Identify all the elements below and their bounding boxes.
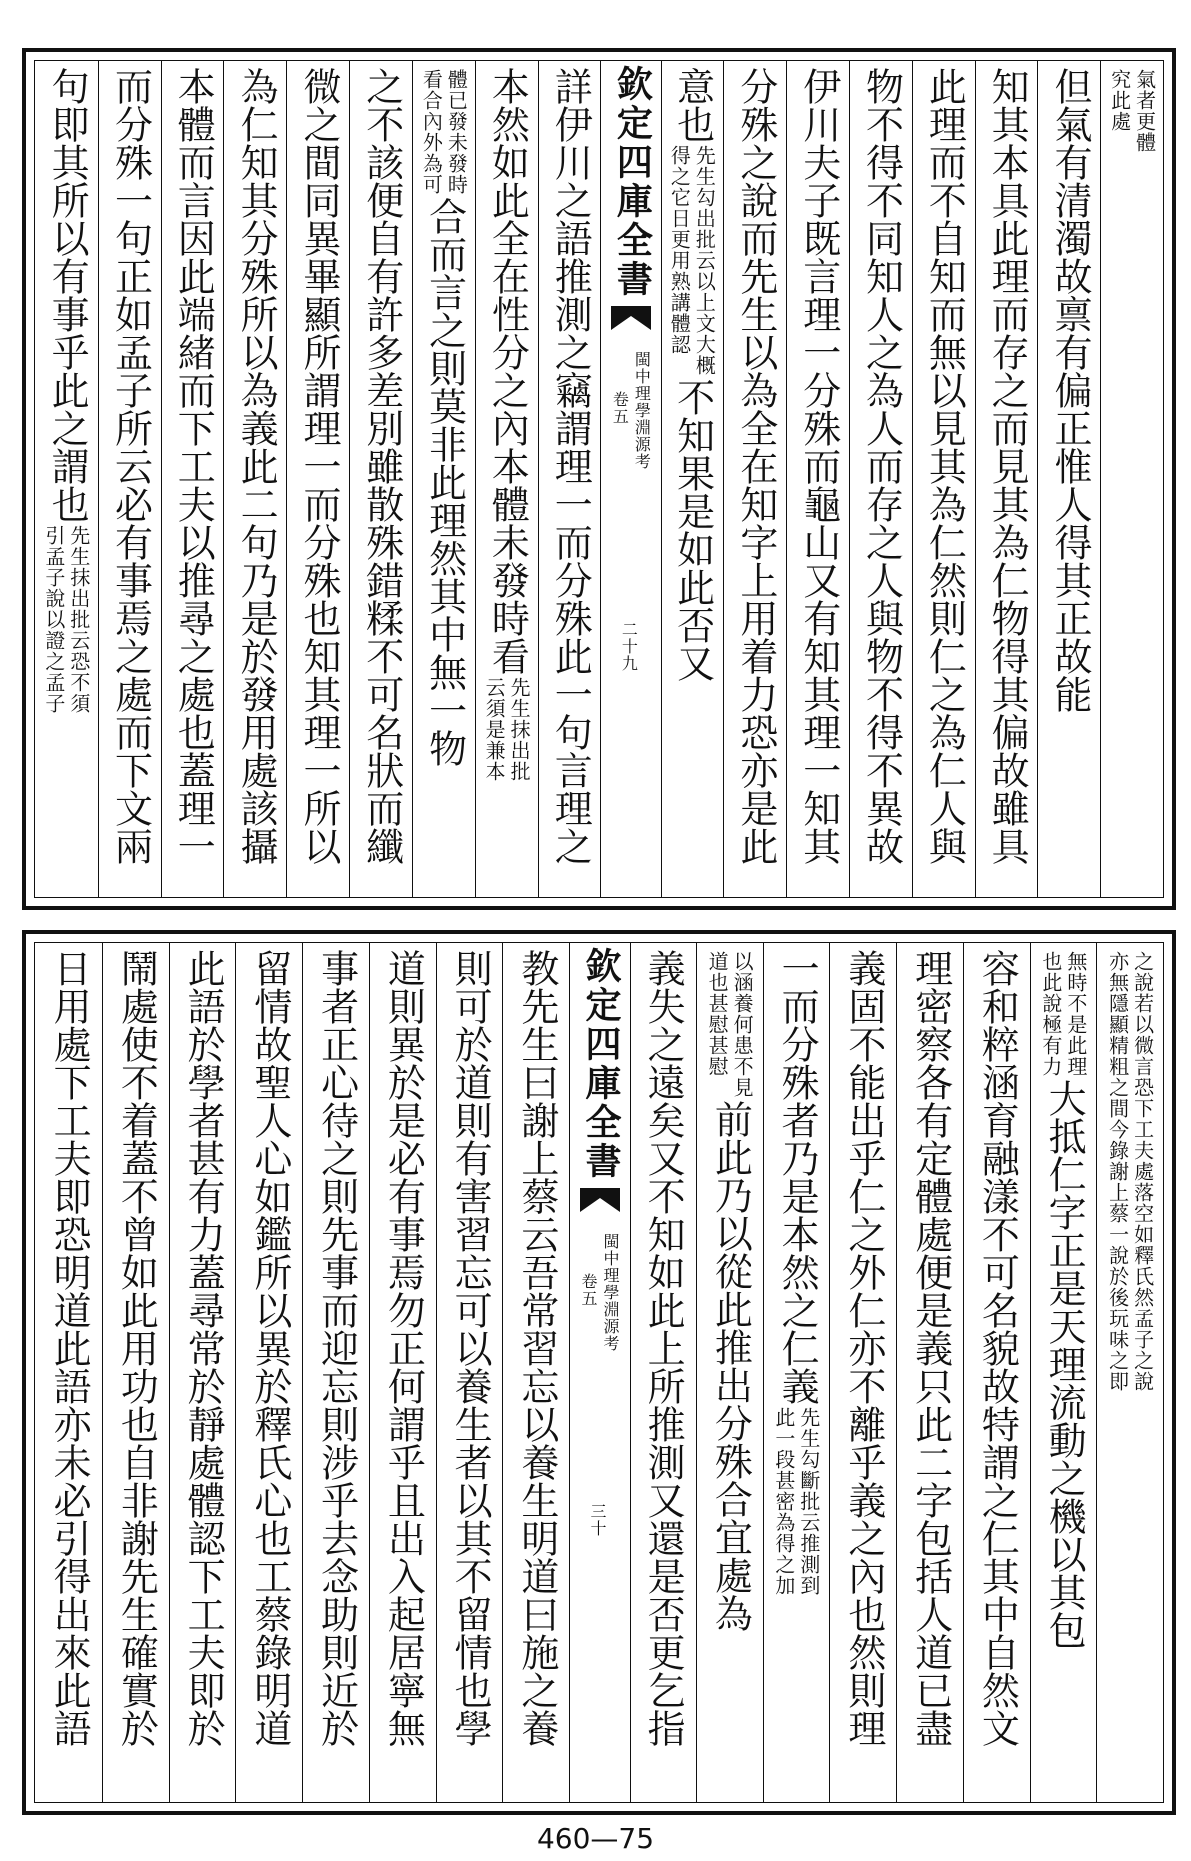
main-text: 伊川夫子既言理一分殊而龜山又有知其理一知其: [796, 67, 841, 865]
text-column: [349, 61, 412, 897]
main-text: 義固不能出乎仁之外仁亦不離乎義之內也然則理: [841, 949, 886, 1747]
text-column: [912, 61, 975, 897]
commentary-note: [43, 525, 90, 714]
text-column: [849, 61, 912, 897]
commentary-line: 得之它日更用熟講體認: [667, 145, 692, 355]
text-column: [963, 943, 1030, 1802]
main-text: 但氣有清濁故禀有偏正惟人得其正故能: [1048, 67, 1092, 713]
text-column: [786, 61, 849, 897]
text-column: [1037, 61, 1100, 897]
commentary-line: 引孟子說以證之孟子: [41, 525, 66, 714]
text-column: [763, 943, 830, 1802]
main-text: 義失之遠矣又不知如此上所推測又還是否更乞指: [641, 949, 686, 1747]
text-column: [475, 61, 538, 897]
text-column: [35, 943, 102, 1802]
volume-label: 卷五: [610, 391, 630, 425]
commentary-line: 先生勾出批云以上文大概: [692, 145, 717, 376]
text-column: [538, 61, 601, 897]
commentary-line: 之說若以微言恐下工夫處落空如釋氏然孟子之說: [1130, 951, 1155, 1392]
commentary-line: 先生勾斷批云推測到: [796, 1407, 821, 1596]
commentary-line: 云須是兼本: [482, 677, 507, 782]
main-text: 日用處下工夫即恐明道此語亦未必引得出來此語: [47, 949, 92, 1747]
text-column: [235, 943, 302, 1802]
center-margin: [600, 61, 662, 897]
main-text: 而分殊一句正如孟子所云必有事焉之處而下文兩: [108, 67, 153, 865]
text-column: [629, 943, 696, 1802]
main-text: 教先生曰謝上蔡云吾常習忘以養生明道曰施之養: [514, 949, 559, 1747]
text-column: [161, 61, 224, 897]
commentary-note: [483, 677, 530, 782]
main-text: 留情故聖人心如鑑所以異於釋氏心也工蔡錄明道: [247, 949, 292, 1747]
text-column: [286, 61, 349, 897]
main-text: 此理而不自知而無以見其為仁然則仁之為仁人與: [922, 67, 967, 865]
main-text: 事者正心待之則先事而迎忘則涉乎去念助則近於: [314, 949, 359, 1747]
text-column: [369, 943, 436, 1802]
main-text: 物不得不同知人之為人而存之人與物不得不異故: [859, 67, 904, 865]
text-column: [1100, 61, 1163, 897]
commentary-line: 道也甚慰甚慰: [705, 951, 730, 1077]
commentary-line: 此一段甚密為得之加: [771, 1407, 796, 1596]
commentary-line: 無時不是此理: [1063, 951, 1088, 1077]
main-text: 本體而言因此端緒而下工夫以推尋之處也蓋理一: [171, 67, 216, 865]
text-column: [223, 61, 286, 897]
commentary-note: [1109, 69, 1156, 153]
commentary-note: [420, 69, 467, 195]
main-text: 本然如此全在性分之內本體未發時看: [485, 67, 530, 675]
main-text: 則可於道則有害習忘可以養生者以其不留情也學: [448, 949, 493, 1747]
upper-frame: [34, 60, 1164, 898]
fishtail-marker: [580, 1188, 620, 1212]
main-text: 大抵仁字正是天理流動之機以其包: [1042, 1079, 1087, 1649]
main-text: 道則異於是必有事焉勿正何謂乎且出入起居寧無: [381, 949, 426, 1747]
text-column: [660, 61, 723, 897]
page-number: 460—75: [536, 1822, 655, 1855]
commentary-line: 也此說極有力: [1038, 951, 1063, 1077]
main-text: 合而言之則莫非此理然其中無一物: [422, 197, 467, 767]
series-name: 閩中理學淵源考: [601, 1233, 620, 1352]
text-column: [169, 943, 236, 1802]
folio-number: 三十: [588, 1503, 607, 1537]
volume-label: 卷五: [579, 1273, 598, 1307]
main-text: 容和粹涵育融漾不可名貌故特謂之仁其中自然文: [975, 949, 1020, 1747]
text-column: [975, 61, 1038, 897]
commentary-note: [773, 1407, 820, 1596]
main-text: 鬧處使不着蓋不曾如此用功也自非謝先生確實於: [114, 949, 159, 1747]
series-name: 閩中理學淵源考: [632, 351, 652, 470]
text-column: [1030, 943, 1097, 1802]
commentary-note: [668, 145, 715, 376]
main-text: 分殊之說而先生以為全在知字上用着力恐亦是此: [733, 67, 778, 865]
commentary-line: 氣者更體: [1132, 69, 1157, 153]
text-column: [696, 943, 763, 1802]
fishtail-marker: [611, 306, 651, 330]
text-column: [35, 61, 98, 897]
book-title: 欽定四庫全書: [611, 65, 654, 299]
main-text: 意也: [670, 67, 715, 143]
commentary-line: 以涵養何患不見: [730, 951, 755, 1098]
commentary-line: 先生抹出批云恐不須: [66, 525, 91, 714]
main-text: 知其本具此理而存之而見其為仁物得其偏故雖具: [985, 67, 1030, 865]
text-column: [102, 943, 169, 1802]
main-text: 之不該便自有許多差別雖散殊錯糅不可名狀而纖: [359, 67, 404, 865]
main-text: 為仁知其分殊所以為義此二句乃是於發用處該攝: [234, 67, 279, 865]
text-column: [1096, 943, 1163, 1802]
text-column: [829, 943, 896, 1802]
main-text: 詳伊川之語推測之竊謂理一而分殊此一句言理之: [548, 67, 593, 865]
commentary-note: [1107, 951, 1154, 1392]
text-column: [896, 943, 963, 1802]
main-text: 不知果是如此否又: [670, 378, 715, 682]
book-title: 欽定四庫全書: [580, 947, 622, 1181]
main-text: 此語於學者甚有力蓋尋常於靜處體認下工夫即於: [181, 949, 226, 1747]
main-text: 微之間同異畢顯所謂理一而分殊也知其理一所以: [296, 67, 341, 865]
commentary-line: 看合內外為可: [419, 69, 444, 195]
main-text: 句即其所以有事乎此之謂也: [45, 67, 90, 523]
main-text: 一而分殊者乃是本然之仁義: [775, 949, 820, 1405]
commentary-note: [1040, 951, 1087, 1077]
commentary-line: 體已發未發時: [444, 69, 469, 195]
commentary-line: 亦無隱顯精粗之間今錄謝上蔡一說於後玩味之即: [1105, 951, 1130, 1392]
text-column: [302, 943, 369, 1802]
text-column: [412, 61, 475, 897]
text-column: [436, 943, 503, 1802]
commentary-line: 究此處: [1107, 69, 1132, 132]
text-column: [723, 61, 786, 897]
commentary-line: 先生抹出批: [507, 677, 532, 782]
lower-page: [22, 930, 1176, 1815]
folio-number: 二十九: [619, 621, 639, 672]
center-margin: [569, 943, 631, 1802]
upper-page: [22, 48, 1176, 910]
text-column: [98, 61, 161, 897]
main-text: 理密察各有定體處便是義只此二字包括人道已盡: [908, 949, 953, 1747]
commentary-note: [706, 951, 753, 1098]
main-text: 前此乃以從此推出分殊合宜處為: [708, 1100, 753, 1632]
text-column: [502, 943, 569, 1802]
lower-frame: [34, 942, 1164, 1803]
